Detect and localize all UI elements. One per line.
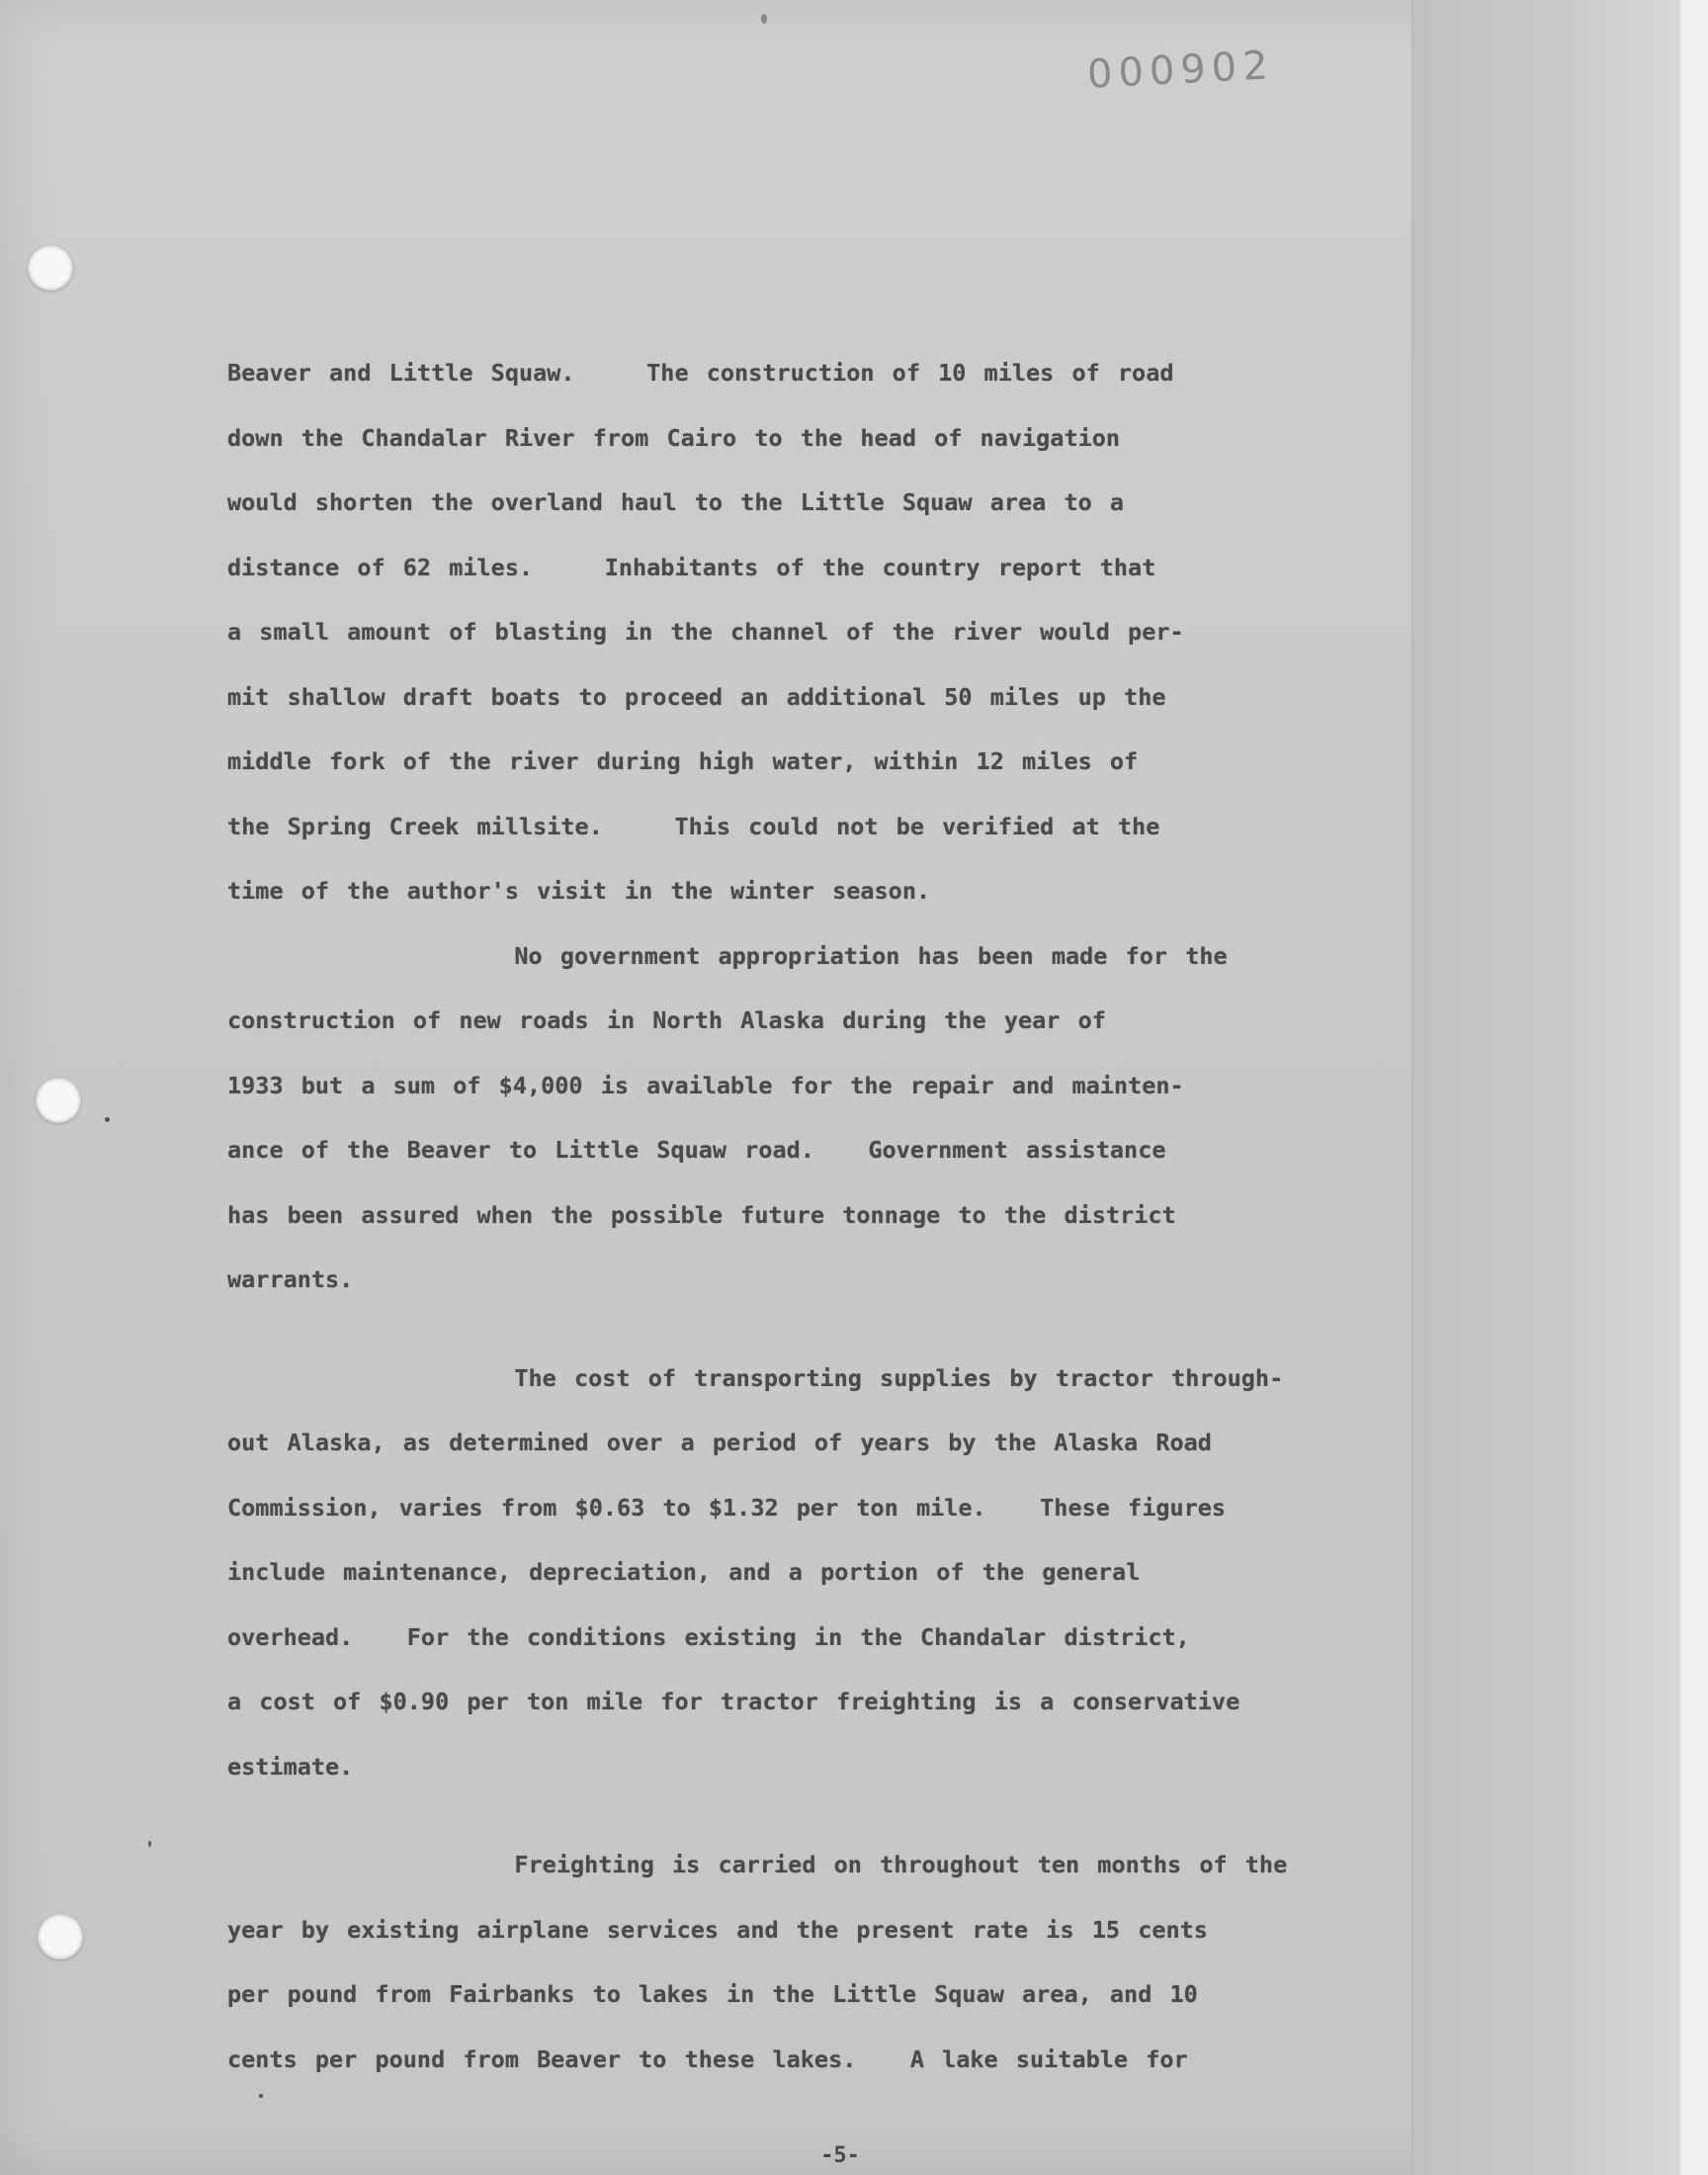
- text-line: out Alaska, as determined over a period of years by the Alaska Road: [227, 1429, 1212, 1456]
- text-line: ance of the Beaver to Little Squaw road. Government assistance: [227, 1136, 1166, 1164]
- text-line: warrants.: [227, 1265, 354, 1293]
- paragraph-1: [227, 341, 1374, 924]
- text-line: would shorten the overland haul to the Little Squaw area to a: [227, 488, 1125, 516]
- document-body: [227, 341, 1374, 2092]
- paragraph-3: [227, 1347, 1374, 1800]
- text-line: distance of 62 miles. Inhabitants of the country report that: [227, 553, 1156, 581]
- scan-speck: [105, 1117, 110, 1122]
- page-shadow-strip: [1411, 0, 1681, 2175]
- paragraph-4: [227, 1833, 1374, 2092]
- text-line: per pound from Fairbanks to lakes in the Little Squaw area, and 10: [227, 1980, 1198, 2008]
- paragraph-2: [227, 924, 1374, 1313]
- text-line: construction of new roads in North Alaska during the year of: [227, 1006, 1106, 1034]
- paragraph-gap: [227, 1313, 1374, 1347]
- binder-hole-bottom: [38, 1914, 83, 1959]
- text-line: include maintenance, depreciation, and a portion of the general: [227, 1558, 1141, 1586]
- text-line: Freighting is carried on throughout ten months of the: [227, 1851, 1288, 1878]
- scan-speck: [259, 2094, 263, 2098]
- scan-speck: [148, 1841, 151, 1847]
- text-line: has been assured when the possible future tonnage to the district: [227, 1200, 1176, 1229]
- text-line: No government appropriation has been made for the: [227, 941, 1228, 970]
- text-line: mit shallow draft boats to proceed an additional 50 miles up the: [227, 682, 1166, 711]
- document-stamp-number: 000902: [1085, 43, 1275, 98]
- paragraph-gap: [227, 1799, 1374, 1833]
- scan-edge: [1680, 0, 1708, 2175]
- text-line: down the Chandalar River from Cairo to the head of navigation: [227, 423, 1121, 452]
- text-line: cents per pound from Beaver to these lakes. A lake suitable for: [227, 2044, 1188, 2073]
- text-line: a small amount of blasting in the channel of the river would per-: [227, 618, 1184, 646]
- text-line: Beaver and Little Squaw. The construction of 10 miles of road: [227, 359, 1174, 387]
- text-line: middle fork of the river during high water, within 12 miles of: [227, 747, 1139, 775]
- text-line: estimate.: [227, 1752, 354, 1781]
- binder-hole-top: [28, 245, 73, 291]
- text-line: Commission, varies from $0.63 to $1.32 per ton mile. These figures: [227, 1493, 1227, 1522]
- text-line: year by existing airplane services and the present rate is 15 cents: [227, 1915, 1208, 1944]
- text-line: overhead. For the conditions existing in the Chandalar district,: [227, 1622, 1190, 1651]
- text-line: time of the author's visit in the winter season.: [227, 877, 931, 905]
- text-line: a cost of $0.90 per ton mile for tractor freighting is a conservative: [227, 1688, 1240, 1715]
- scan-speck: [761, 14, 767, 24]
- binder-hole-middle: [36, 1078, 81, 1123]
- page-number: -5-: [820, 2143, 860, 2168]
- text-line: The cost of transporting supplies by tractor through-: [227, 1363, 1284, 1392]
- text-line: the Spring Creek millsite. This could not be verified at the: [227, 812, 1160, 840]
- text-line: 1933 but a sum of $4,000 is available for the repair and mainten-: [227, 1071, 1184, 1099]
